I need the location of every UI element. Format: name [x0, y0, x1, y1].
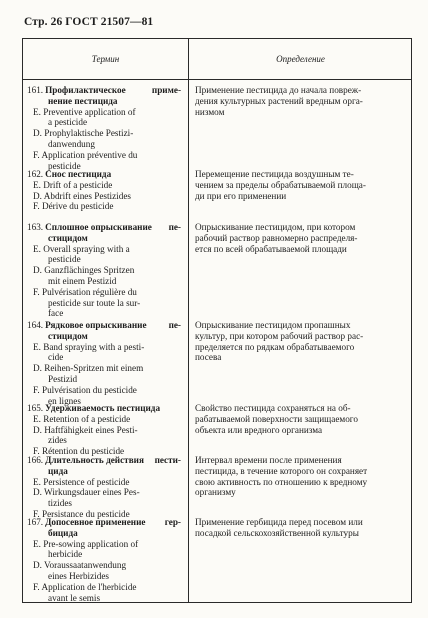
definition-cell: [195, 455, 407, 498]
term-russian-name-2: приме-: [151, 85, 181, 95]
term-french-cont: pesticide sur toute la sur-: [48, 297, 141, 308]
definition-cell: [195, 85, 407, 117]
definition-line: ди при его применении: [195, 190, 287, 201]
page-header: Стр. 26 ГОСТ 21507—81: [24, 16, 154, 28]
column-divider: [188, 39, 189, 602]
term-russian: 162. Снос пестицида: [27, 169, 112, 179]
term-french-cont: face: [48, 308, 64, 319]
definition-line: посадкой сельскохозяйственной культуры: [195, 527, 359, 538]
term-german-cont: tizides: [48, 498, 72, 509]
term-russian: 165. Удерживаемость пестицида: [27, 403, 161, 413]
term-cell: [23, 169, 181, 212]
term-german-cont: mit einem Pestizid: [48, 275, 117, 286]
definition-line: свою активность по отношению к вредному: [195, 476, 368, 487]
table-header-row: [23, 39, 411, 80]
definition-line: пределяется по рядкам обрабатываемого: [195, 341, 355, 352]
term-german: D. Reihen-Spritzen mit einem: [33, 363, 144, 374]
terms-table: [22, 38, 412, 603]
term-german: D. Prophylaktische Pestizi-: [33, 128, 134, 139]
definition-line: посева: [195, 352, 222, 363]
definition-cell: [195, 320, 407, 363]
definition-line: Опрыскивание пестицидом пропашных: [195, 320, 351, 330]
column-header-definition: Определение: [276, 54, 325, 64]
definition-cell: [195, 517, 407, 539]
definition-line: пестицида, в течение которого он сохраняет: [195, 465, 368, 476]
definition-line: низмом: [195, 106, 225, 117]
definition-line: рабатываемой поверхности защищаемого: [195, 413, 358, 424]
term-german-cont: eines Herbizides: [48, 570, 109, 581]
definition-cell: [195, 403, 407, 435]
term-english: E. Pre-sowing application of: [33, 538, 139, 549]
term-english-cont: cide: [48, 352, 64, 363]
term-english: E. Preventive application of: [33, 106, 136, 117]
definition-line: Применение гербицида перед посевом или: [195, 517, 363, 527]
term-french-cont: pesticide: [48, 160, 81, 171]
definition-line: Перемещение пестицида воздушным те-: [195, 169, 354, 179]
term-russian-cont: стицидом: [48, 330, 88, 341]
term-cell: [23, 222, 181, 319]
term-russian: 163. Сплошное опрыскивание пе-: [27, 222, 181, 232]
definition-line: Свойство пестицида сохраняться на об-: [195, 403, 351, 413]
definition-line: дения культурных растений вредным орга-: [195, 95, 363, 106]
term-french-cont: avant le semis: [48, 592, 101, 603]
term-french: F. Application de l'herbicide: [33, 581, 137, 592]
definition-line: Интервал времени после применения: [195, 455, 342, 465]
definition-line: рабочий раствор равномерно распределя-: [195, 232, 358, 243]
column-header-terms: Термин: [91, 54, 120, 64]
term-russian-name-1: Профилактическое: [45, 85, 126, 95]
term-russian: 161. Профилактическое приме-: [27, 85, 181, 95]
term-german: D. Wirkungsdauer eines Pes-: [33, 487, 140, 498]
definition-line: чением за пределы обрабатываемой площа-: [195, 179, 366, 190]
term-russian-cont: бицида: [48, 527, 78, 538]
term-french: F. Pulvérisation du pesticide: [33, 384, 137, 395]
term-german: D. Ganzflächinges Spritzen: [33, 265, 135, 276]
term-german-cont: danwendung: [48, 138, 95, 149]
term-english: E. Drift of a pesticide: [33, 179, 113, 190]
term-cell: [23, 403, 181, 457]
term-german-cont: Pestizid: [48, 373, 78, 384]
term-french: F. Pulvérisation régulière du: [33, 286, 137, 297]
term-cell: [23, 517, 181, 603]
term-english: E. Band spraying with a pesti-: [33, 341, 145, 352]
definition-cell: [195, 222, 407, 254]
definition-line: организму: [195, 487, 236, 498]
term-german: D. Haftfähigkeit eines Pesti-: [33, 424, 138, 435]
definition-line: Применение пестицида до начала повреж-: [195, 85, 362, 95]
term-german: D. Abdrift eines Pestizides: [33, 190, 131, 201]
term-french: F. Dérive du pesticide: [33, 201, 114, 212]
term-russian: 166. Длительность действия пести-: [27, 455, 181, 465]
term-french: F. Persistance du pesticide: [33, 508, 130, 519]
term-german-cont: zides: [48, 435, 67, 446]
definition-line: ется по всей обрабатываемой площади: [195, 243, 347, 254]
term-english-cont: a pesticide: [48, 117, 88, 128]
definition-cell: [195, 169, 407, 201]
definition-line: культур, при котором рабочий раствор рас-: [195, 330, 364, 341]
term-russian-cont: цида: [48, 465, 68, 476]
definition-line: объекта или вредного организма: [195, 424, 323, 435]
term-cell: [23, 85, 181, 171]
term-english: E. Persistence of pesticide: [33, 476, 130, 487]
term-cell: [23, 320, 181, 406]
term-french: F. Rétention du pesticide: [33, 446, 125, 457]
term-russian-cont: стицидом: [48, 232, 88, 243]
term-russian: 164. Рядковое опрыскивание пе-: [27, 320, 181, 330]
term-english: E. Overall spraying with a: [33, 243, 130, 254]
term-german: D. Voraussaatanwendung: [33, 560, 127, 571]
definition-line: Опрыскивание пестицидом, при котором: [195, 222, 356, 232]
term-english-cont: pesticide: [48, 254, 81, 265]
term-english-cont: herbicide: [48, 549, 83, 560]
term-russian-cont: нение пестицида: [48, 95, 118, 106]
term-english: E. Retention of a pesticide: [33, 413, 131, 424]
term-cell: [23, 455, 181, 520]
term-french-cont: en lignes: [48, 395, 81, 406]
term-russian: 167. Допосевное применение гер-: [27, 517, 181, 527]
term-french: F. Application préventive du: [33, 149, 138, 160]
